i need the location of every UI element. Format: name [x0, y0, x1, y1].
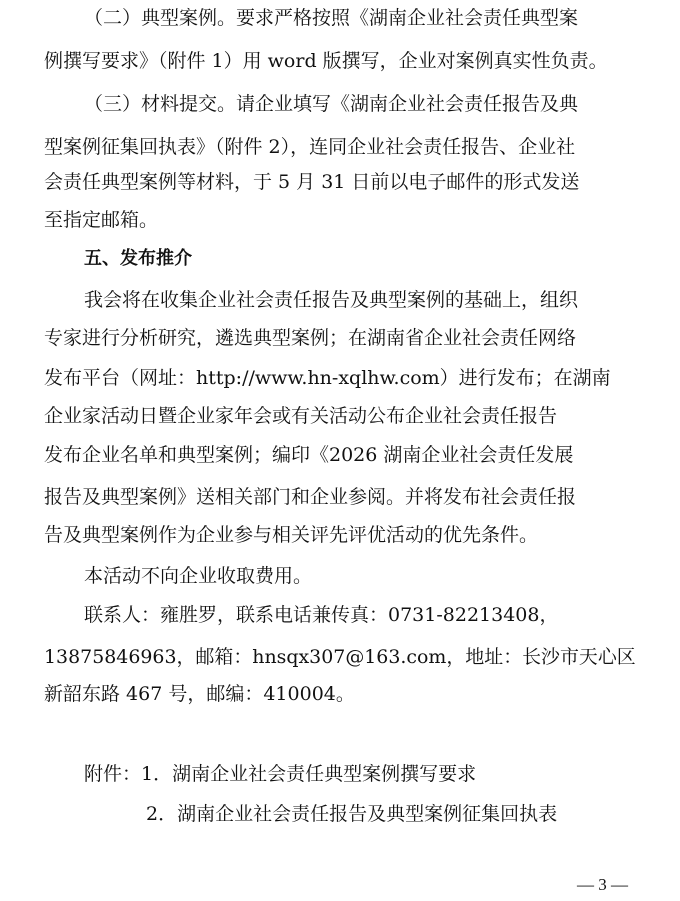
- publish-line-2: 专家进行分析研究，遴选典型案例；在湖南省企业社会责任网络: [44, 327, 577, 349]
- case-line-2: 例撰写要求》（附件 1）用 word 版撰写，企业对案例真实性负责。: [44, 50, 608, 72]
- submit-line-1: （三）材料提交。请企业填写《湖南企业社会责任报告及典: [84, 93, 579, 115]
- contact-line-2: 13875846963，邮箱：hnsqx307@163.com，地址：长沙市天心区: [44, 646, 636, 668]
- publish-line-3: 发布平台（网址：http://www.hn-xqlhw.com）进行发布；在湖南: [44, 367, 611, 389]
- publish-line-6: 报告及典型案例》送相关部门和企业参阅。并将发布社会责任报: [44, 486, 577, 508]
- page-number: — 3 —: [577, 875, 628, 894]
- submit-line-3: 会责任典型案例等材料，于 5 月 31 日前以电子邮件的形式发送: [44, 171, 580, 193]
- publish-line-7: 告及典型案例作为企业参与相关评先评优活动的优先条件。: [44, 524, 539, 546]
- fee-line: 本活动不向企业收取费用。: [84, 565, 313, 587]
- submit-line-4: 至指定邮箱。: [44, 209, 159, 231]
- submit-line-2: 型案例征集回执表》（附件 2），连同企业社会责任报告、企业社: [44, 136, 576, 158]
- case-line-1: （二）典型案例。要求严格按照《湖南企业社会责任典型案: [84, 7, 579, 29]
- contact-line-1: 联系人：雍胜罗，联系电话兼传真：0731-82213408，: [84, 604, 559, 626]
- attachment-item-2: 2．湖南企业社会责任报告及典型案例征集回执表: [146, 803, 558, 825]
- contact-line-3: 新韶东路 467 号，邮编：410004。: [44, 683, 355, 705]
- publish-line-4: 企业家活动日暨企业家年会或有关活动公布企业社会责任报告: [44, 405, 558, 427]
- section-heading-publish: 五、发布推介: [84, 248, 192, 269]
- publish-line-5: 发布企业名单和典型案例；编印《2026 湖南企业社会责任发展: [44, 444, 574, 466]
- publish-line-1: 我会将在收集企业社会责任报告及典型案例的基础上，组织: [84, 289, 579, 311]
- attachment-item-1: 附件：1．湖南企业社会责任典型案例撰写要求: [84, 763, 477, 785]
